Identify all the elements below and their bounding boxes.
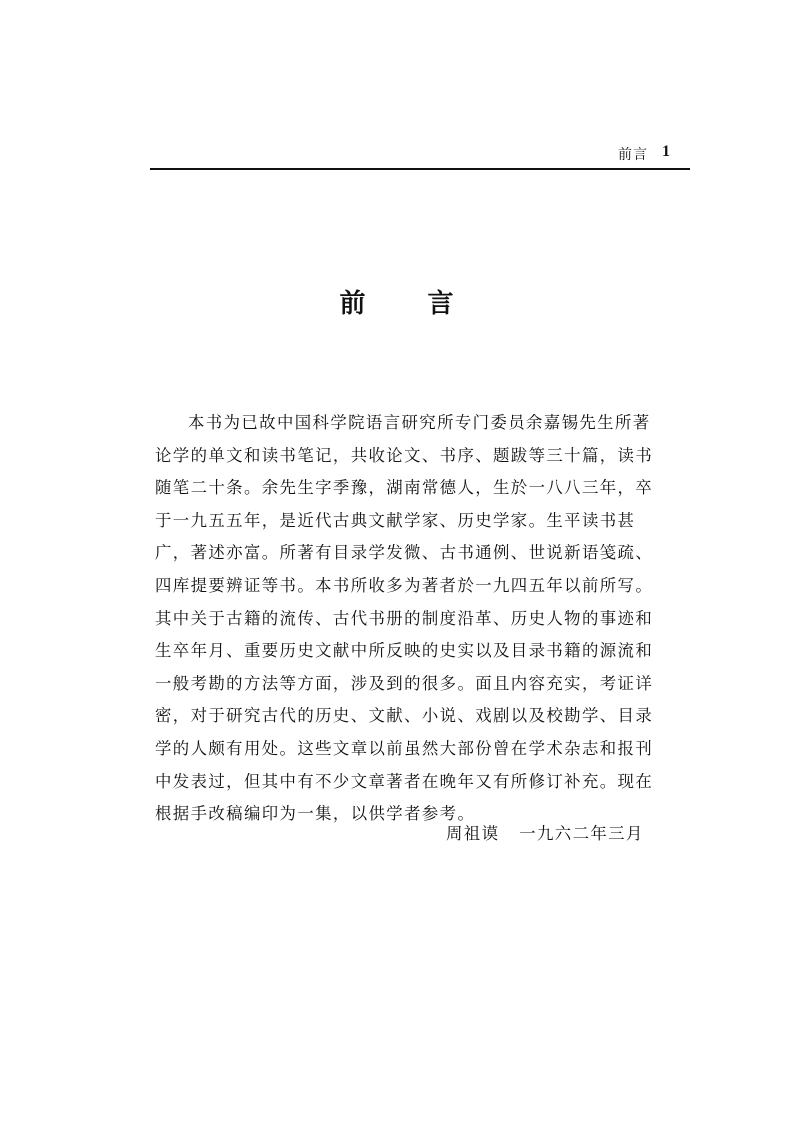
preface-body [155, 407, 690, 831]
body-line: 四库提要辨证等书。本书所收多为著者於一九四五年以前所写。 [155, 575, 654, 595]
signature-author: 周祖谟 [446, 824, 500, 843]
signature-date: 一九六二年三月 [519, 824, 644, 843]
running-head [150, 144, 688, 166]
body-line: 于一九五五年，是近代古典文献学家、历史学家。生平读书甚 [155, 510, 636, 530]
body-line: 密，对于研究古代的历史、文献、小说、戏剧以及校勘学、目录 [155, 706, 654, 726]
body-line: 其中关于古籍的流传、古代书册的制度沿革、历史人物的事迹和 [155, 608, 654, 628]
page-number: 1 [662, 143, 670, 160]
chapter-title-char-1: 前 [339, 289, 366, 319]
body-line: 论学的单文和读书笔记，共收论文、书序、题跋等三十篇，读书 [155, 445, 654, 465]
chapter-title [0, 283, 793, 320]
chapter-title-char-2: 言 [427, 289, 454, 319]
body-line: 根据手改稿编印为一集，以供学者参考。 [155, 804, 476, 824]
body-line: 广，著述亦富。所著有目录学发微、古书通例、世说新语笺疏、 [155, 543, 654, 563]
body-line: 生卒年月、重要历史文献中所反映的史实以及目录书籍的源流和 [155, 641, 654, 661]
body-line: 中发表过，但其中有不少文章著者在晚年又有所修订补充。现在 [155, 771, 654, 791]
body-line: 本书为已故中国科学院语言研究所专门委员余嘉锡先生所著 [188, 413, 651, 432]
body-line: 一般考勘的方法等方面，涉及到的很多。面且内容充实，考证详 [155, 673, 654, 693]
body-line: 随笔二十条。余先生字季豫，湖南常德人，生於一八八三年，卒 [155, 478, 654, 498]
running-head-title: 前言 [618, 147, 648, 163]
header-rule [150, 168, 690, 170]
body-line: 学的人颇有用处。这些文章以前虽然大部份曾在学术杂志和报刊 [155, 738, 654, 758]
signature [446, 820, 644, 844]
